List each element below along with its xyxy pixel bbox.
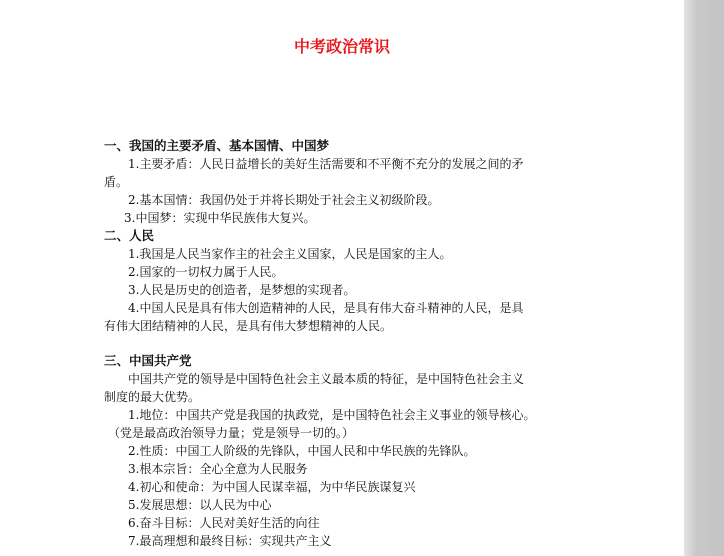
section-3-item-2: 2.性质：中国工人阶级的先锋队，中国人民和中华民族的先锋队。 [128,444,476,458]
page-title: 中考政治常识 [293,37,390,56]
section-2-item-4: 4.中国人民是具有伟大创造精神的人民，是具有伟大奋斗精神的人民，是具 [128,301,524,315]
section-1-heading: 一、我国的主要矛盾、基本国情、中国梦 [104,138,330,153]
section-1-item-2: 2.基本国情：我国仍处于并将长期处于社会主义初级阶段。 [128,193,440,207]
section-1-item-1: 1.主要矛盾：人民日益增长的美好生活需要和不平衡不充分的发展之间的矛 [128,157,524,171]
section-3-heading: 三、中国共产党 [104,353,192,368]
section-1-item-1-cont: 盾。 [104,175,129,189]
section-3-intro-cont: 制度的最大优势。 [104,390,201,404]
section-2-item-3: 3.人民是历史的创造者，是梦想的实现者。 [128,283,356,297]
section-3-item-3: 3.根本宗旨：全心全意为人民服务 [128,462,308,476]
section-3-intro: 中国共产党的领导是中国特色社会主义最本质的特征，是中国特色社会主义 [128,372,525,386]
section-1-item-3: 3.中国梦：实现中华民族伟大复兴。 [124,211,316,225]
section-3-item-1: 1.地位：中国共产党是我国的执政党，是中国特色社会主义事业的领导核心。 [128,408,536,422]
section-2-item-1: 1.我国是人民当家作主的社会主义国家，人民是国家的主人。 [128,247,452,261]
section-3-item-7: 7.最高理想和最终目标：实现共产主义 [128,534,332,548]
section-3-item-1-cont: （党是最高政治领导力量；党是领导一切的。） [108,426,355,440]
section-2-item-4-cont: 有伟大团结精神的人民，是具有伟大梦想精神的人民。 [104,319,393,333]
viewer-gutter [684,0,724,556]
section-2-item-2: 2.国家的一切权力属于人民。 [128,265,284,279]
section-2-heading: 二、人民 [104,228,155,243]
section-3-item-4: 4.初心和使命：为中国人民谋幸福，为中华民族谋复兴 [128,480,416,494]
section-3-item-5: 5.发展思想：以人民为中心 [128,498,272,512]
section-3-item-6: 6.奋斗目标：人民对美好生活的向往 [128,516,320,530]
